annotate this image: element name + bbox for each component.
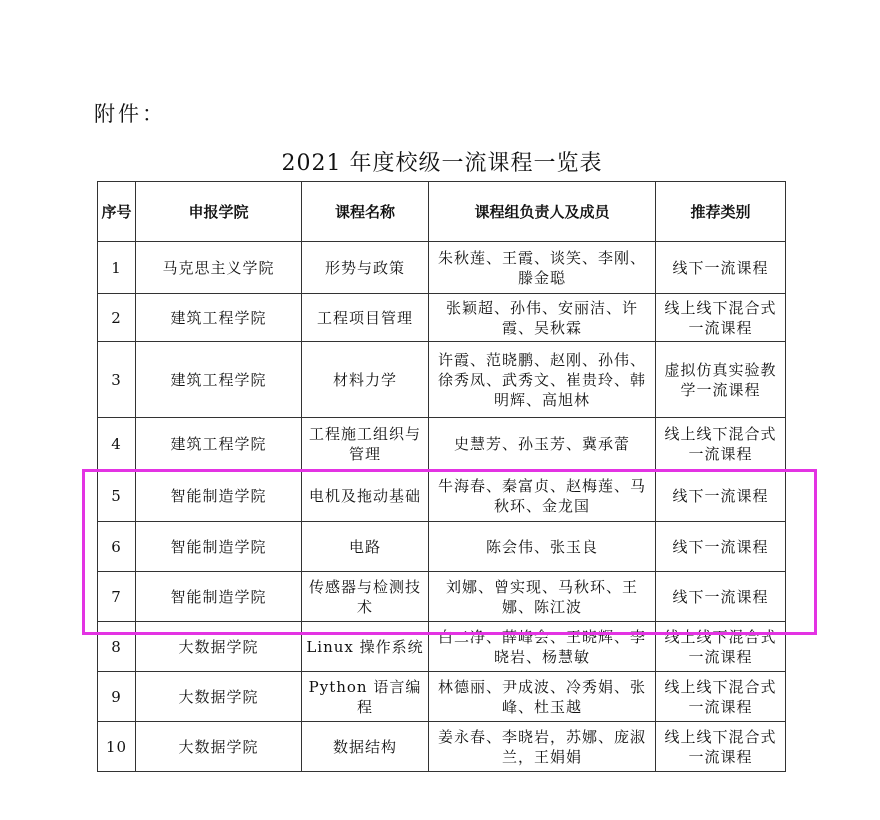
table-row xyxy=(98,522,786,572)
cell-members: 刘娜、曾实现、马秋环、王娜、陈江波 xyxy=(429,572,656,622)
cell-category: 线上线下混合式一流课程 xyxy=(656,294,786,342)
cell-course: 材料力学 xyxy=(302,342,429,418)
cell-no: 7 xyxy=(98,572,136,622)
cell-category: 线下一流课程 xyxy=(656,522,786,572)
course-table xyxy=(97,181,786,772)
table-row xyxy=(98,672,786,722)
attachment-label: 附件： xyxy=(94,102,166,126)
cell-college: 大数据学院 xyxy=(136,672,302,722)
table-row xyxy=(98,294,786,342)
cell-course: 形势与政策 xyxy=(302,242,429,294)
cell-members: 张颖超、孙伟、安丽洁、许霞、吴秋霖 xyxy=(429,294,656,342)
cell-course: 数据结构 xyxy=(302,722,429,772)
table-row xyxy=(98,622,786,672)
document-title: 2021 年度校级一流课程一览表 xyxy=(281,151,603,176)
cell-category: 线上线下混合式一流课程 xyxy=(656,672,786,722)
cell-members: 陈会伟、张玉良 xyxy=(429,522,656,572)
cell-no: 3 xyxy=(98,342,136,418)
table-header-row xyxy=(98,182,786,242)
cell-course: 传感器与检测技术 xyxy=(302,572,429,622)
cell-college: 智能制造学院 xyxy=(136,572,302,622)
cell-members: 姜永春、李晓岩，苏娜、庞淑兰，王娟娟 xyxy=(429,722,656,772)
table-row xyxy=(98,722,786,772)
cell-members: 朱秋莲、王霞、谈笑、李刚、滕金聪 xyxy=(429,242,656,294)
header-category: 推荐类别 xyxy=(656,182,786,242)
cell-course: Linux 操作系统 xyxy=(302,622,429,672)
cell-no: 2 xyxy=(98,294,136,342)
cell-members: 史慧芳、孙玉芳、冀承蕾 xyxy=(429,418,656,470)
cell-course: 工程施工组织与管理 xyxy=(302,418,429,470)
cell-members: 牛海春、秦富贞、赵梅莲、马秋环、金龙国 xyxy=(429,470,656,522)
cell-course: 电路 xyxy=(302,522,429,572)
cell-category: 线上线下混合式一流课程 xyxy=(656,722,786,772)
cell-college: 智能制造学院 xyxy=(136,470,302,522)
cell-members: 白二净、薛峰会、王晓辉、李晓岩、杨慧敏 xyxy=(429,622,656,672)
cell-college: 大数据学院 xyxy=(136,722,302,772)
cell-college: 建筑工程学院 xyxy=(136,294,302,342)
cell-category: 虚拟仿真实验教学一流课程 xyxy=(656,342,786,418)
cell-course: 电机及拖动基础 xyxy=(302,470,429,522)
cell-no: 8 xyxy=(98,622,136,672)
cell-category: 线上线下混合式一流课程 xyxy=(656,418,786,470)
table-row xyxy=(98,470,786,522)
cell-no: 4 xyxy=(98,418,136,470)
cell-college: 建筑工程学院 xyxy=(136,342,302,418)
cell-no: 10 xyxy=(98,722,136,772)
cell-category: 线下一流课程 xyxy=(656,572,786,622)
cell-no: 6 xyxy=(98,522,136,572)
cell-college: 大数据学院 xyxy=(136,622,302,672)
cell-no: 1 xyxy=(98,242,136,294)
header-college: 申报学院 xyxy=(136,182,302,242)
cell-no: 9 xyxy=(98,672,136,722)
cell-members: 林德丽、尹成波、冷秀娟、张峰、杜玉越 xyxy=(429,672,656,722)
cell-category: 线下一流课程 xyxy=(656,242,786,294)
header-no: 序号 xyxy=(98,182,136,242)
cell-college: 建筑工程学院 xyxy=(136,418,302,470)
cell-college: 马克思主义学院 xyxy=(136,242,302,294)
header-members: 课程组负责人及成员 xyxy=(429,182,656,242)
cell-category: 线上线下混合式一流课程 xyxy=(656,622,786,672)
cell-college: 智能制造学院 xyxy=(136,522,302,572)
cell-category: 线下一流课程 xyxy=(656,470,786,522)
header-course: 课程名称 xyxy=(302,182,429,242)
table-row xyxy=(98,418,786,470)
table-row xyxy=(98,342,786,418)
cell-course: 工程项目管理 xyxy=(302,294,429,342)
table-row xyxy=(98,572,786,622)
table-row xyxy=(98,242,786,294)
cell-no: 5 xyxy=(98,470,136,522)
cell-members: 许霞、范晓鹏、赵刚、孙伟、徐秀凤、武秀文、崔贵玲、韩明辉、高旭林 xyxy=(429,342,656,418)
cell-course: Python 语言编程 xyxy=(302,672,429,722)
